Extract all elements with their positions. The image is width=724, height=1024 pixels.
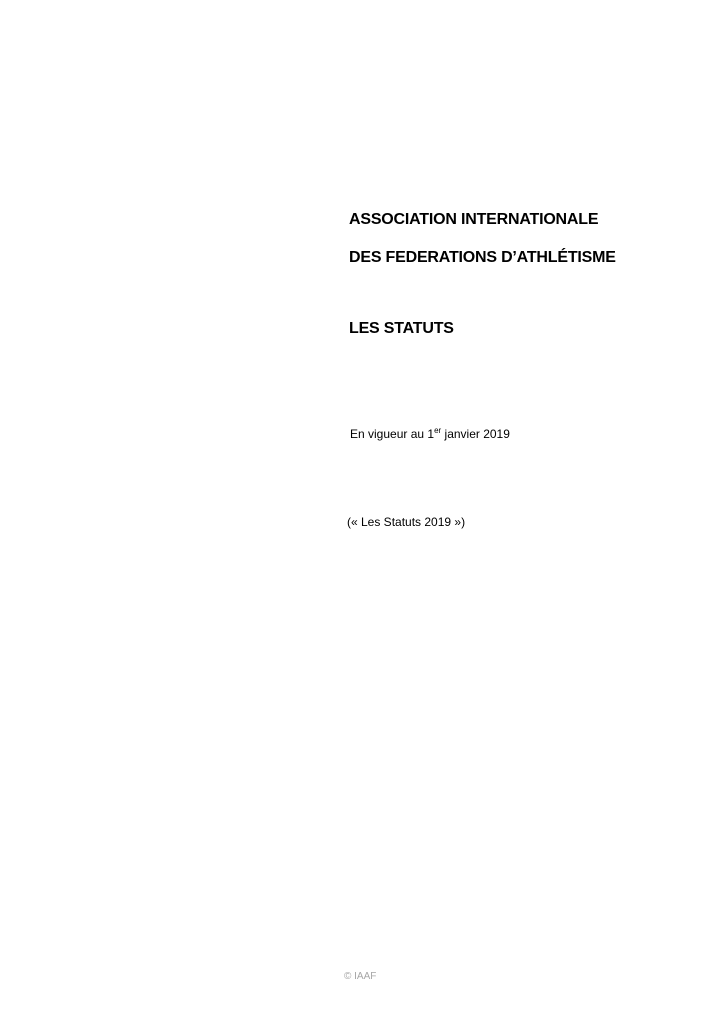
effective-date-superscript: er bbox=[434, 426, 442, 435]
effective-date-suffix: janvier 2019 bbox=[441, 427, 510, 441]
effective-date-prefix: En vigueur au 1 bbox=[350, 427, 435, 441]
document-short-name: (« Les Statuts 2019 ») bbox=[347, 515, 466, 529]
document-subtitle: LES STATUTS bbox=[349, 320, 454, 337]
copyright-footer: © IAAF bbox=[344, 971, 377, 982]
document-title-line-2: DES FEDERATIONS D’ATHLÉTISME bbox=[349, 249, 616, 266]
effective-date bbox=[350, 425, 510, 443]
document-title-line-1: ASSOCIATION INTERNATIONALE bbox=[349, 211, 599, 228]
